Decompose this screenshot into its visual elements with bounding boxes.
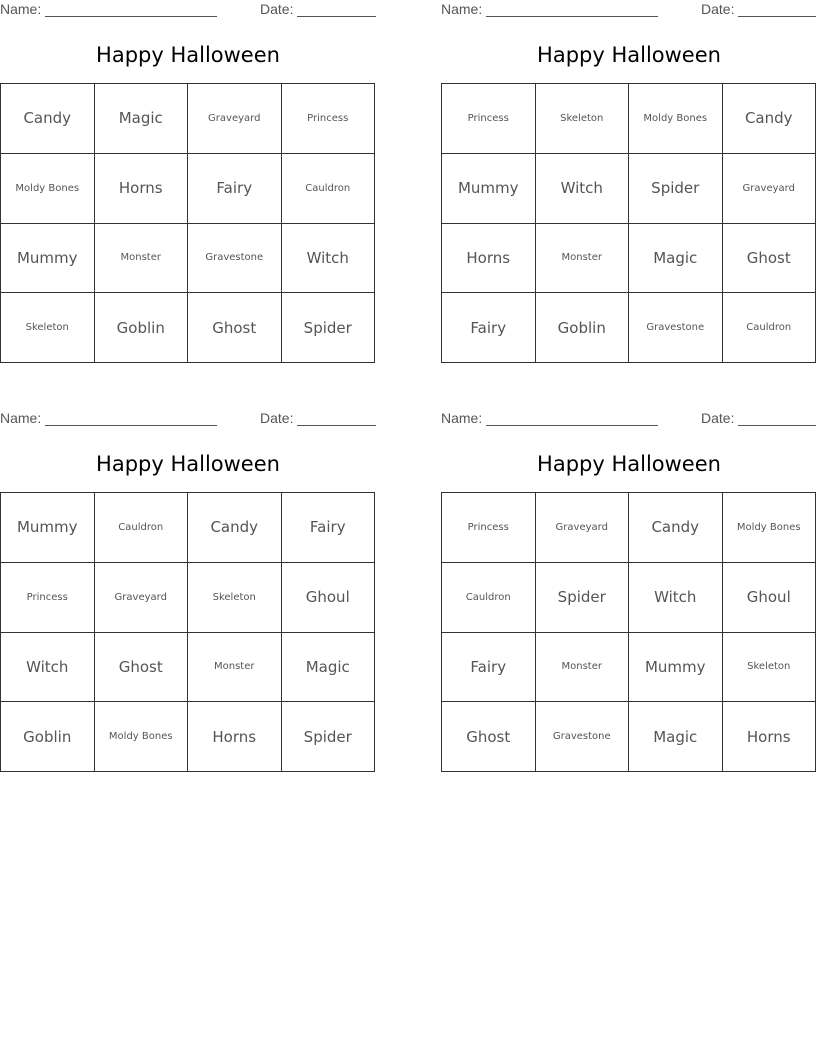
date-field-line xyxy=(738,425,816,426)
bingo-cell: Mummy xyxy=(1,224,95,294)
bingo-cell: Magic xyxy=(282,633,376,703)
bingo-cell: Candy xyxy=(723,84,816,154)
bingo-cell: Candy xyxy=(188,493,282,563)
bingo-cell: Ghoul xyxy=(723,563,816,633)
bingo-cell: Fairy xyxy=(282,493,376,563)
bingo-cell: Goblin xyxy=(95,293,189,363)
bingo-cell: Horns xyxy=(723,702,816,772)
bingo-cell: Cauldron xyxy=(282,154,376,224)
bingo-cell: Candy xyxy=(1,84,95,154)
bingo-cell: Witch xyxy=(536,154,630,224)
bingo-cell: Goblin xyxy=(1,702,95,772)
date-label: Date: xyxy=(260,1,294,17)
bingo-card-2 xyxy=(441,0,816,364)
bingo-cell: Cauldron xyxy=(442,563,536,633)
bingo-cell: Fairy xyxy=(442,633,536,703)
bingo-cell: Ghost xyxy=(723,224,816,294)
bingo-cell: Moldy Bones xyxy=(723,493,816,563)
bingo-cell: Magic xyxy=(629,702,723,772)
bingo-cell: Skeleton xyxy=(536,84,630,154)
bingo-card-3 xyxy=(0,409,376,773)
date-field-line xyxy=(738,16,816,17)
name-field-line xyxy=(45,16,217,17)
bingo-cell: Horns xyxy=(188,702,282,772)
card-title: Happy Halloween xyxy=(537,452,721,476)
bingo-cell: Cauldron xyxy=(723,293,816,363)
bingo-grid xyxy=(441,492,816,772)
bingo-cell: Gravestone xyxy=(629,293,723,363)
bingo-cell: Magic xyxy=(629,224,723,294)
date-field-line xyxy=(297,16,376,17)
date-label: Date: xyxy=(260,410,294,426)
bingo-cell: Skeleton xyxy=(188,563,282,633)
bingo-cell: Monster xyxy=(536,633,630,703)
card-header xyxy=(0,1,376,19)
name-field-line xyxy=(486,425,658,426)
bingo-cell: Magic xyxy=(95,84,189,154)
bingo-cell: Graveyard xyxy=(188,84,282,154)
card-header xyxy=(441,410,816,428)
bingo-cell: Skeleton xyxy=(723,633,816,703)
bingo-cell: Skeleton xyxy=(1,293,95,363)
bingo-cell: Princess xyxy=(442,493,536,563)
bingo-cell: Witch xyxy=(1,633,95,703)
bingo-grid xyxy=(0,492,375,772)
date-label: Date: xyxy=(701,1,735,17)
bingo-cell: Horns xyxy=(95,154,189,224)
date-label: Date: xyxy=(701,410,735,426)
date-field-line xyxy=(297,425,376,426)
card-title: Happy Halloween xyxy=(96,452,280,476)
card-title: Happy Halloween xyxy=(96,43,280,67)
bingo-cell: Gravestone xyxy=(188,224,282,294)
bingo-cell: Spider xyxy=(282,702,376,772)
bingo-cell: Princess xyxy=(1,563,95,633)
bingo-cell: Monster xyxy=(95,224,189,294)
bingo-cell: Goblin xyxy=(536,293,630,363)
bingo-cell: Moldy Bones xyxy=(1,154,95,224)
bingo-cell: Witch xyxy=(282,224,376,294)
bingo-cell: Mummy xyxy=(1,493,95,563)
bingo-grid xyxy=(441,83,816,363)
bingo-cell: Moldy Bones xyxy=(95,702,189,772)
card-header xyxy=(441,1,816,19)
name-label: Name: xyxy=(441,410,483,426)
bingo-cell: Mummy xyxy=(442,154,536,224)
bingo-cell: Ghost xyxy=(188,293,282,363)
name-field-line xyxy=(486,16,658,17)
name-field-line xyxy=(45,425,217,426)
bingo-cell: Princess xyxy=(442,84,536,154)
bingo-cell: Moldy Bones xyxy=(629,84,723,154)
bingo-card-1 xyxy=(0,0,376,364)
bingo-cell: Ghoul xyxy=(282,563,376,633)
bingo-cell: Spider xyxy=(536,563,630,633)
bingo-cell: Gravestone xyxy=(536,702,630,772)
bingo-cell: Mummy xyxy=(629,633,723,703)
bingo-cell: Graveyard xyxy=(723,154,816,224)
bingo-cell: Fairy xyxy=(442,293,536,363)
bingo-cell: Graveyard xyxy=(95,563,189,633)
bingo-cell: Ghost xyxy=(442,702,536,772)
bingo-cell: Graveyard xyxy=(536,493,630,563)
card-header xyxy=(0,410,376,428)
bingo-grid xyxy=(0,83,375,363)
bingo-card-4 xyxy=(441,409,816,773)
name-label: Name: xyxy=(0,410,42,426)
bingo-cell: Princess xyxy=(282,84,376,154)
bingo-cell: Cauldron xyxy=(95,493,189,563)
name-label: Name: xyxy=(441,1,483,17)
bingo-cell: Monster xyxy=(188,633,282,703)
card-title: Happy Halloween xyxy=(537,43,721,67)
bingo-cell: Spider xyxy=(282,293,376,363)
name-label: Name: xyxy=(0,1,42,17)
bingo-cell: Candy xyxy=(629,493,723,563)
bingo-cell: Horns xyxy=(442,224,536,294)
bingo-cell: Fairy xyxy=(188,154,282,224)
bingo-cell: Spider xyxy=(629,154,723,224)
bingo-cell: Monster xyxy=(536,224,630,294)
bingo-cell: Witch xyxy=(629,563,723,633)
bingo-cell: Ghost xyxy=(95,633,189,703)
